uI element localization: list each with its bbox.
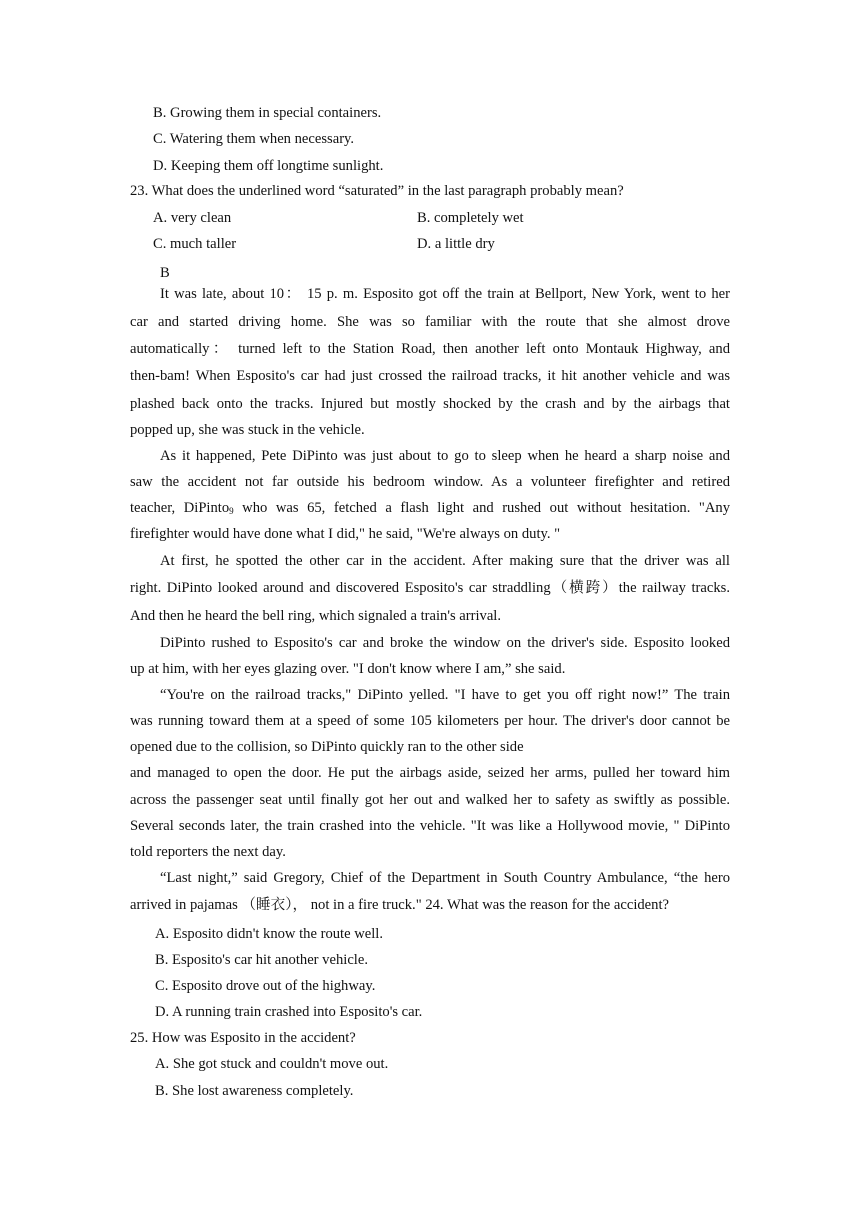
passage-line: It was late, about 10： 15 p. m. Esposito got off the train at Bellport, New York, went to her — [160, 286, 730, 302]
passage-line: then-bam! When Esposito's car had just crossed the railroad tracks, it hit another vehicle and was — [130, 368, 730, 384]
passage-line: DiPinto rushed to Esposito's car and broke the window on the driver's side. Esposito looked — [160, 635, 730, 651]
passage-line: across the passenger seat until finally got her out and walked her to safety as swiftly as possible. — [130, 792, 730, 808]
q23-option-a: A. very clean — [153, 210, 232, 226]
q24-option-a: A. Esposito didn't know the route well. — [155, 926, 383, 942]
passage-line: was running toward them at a speed of some 105 kilometers per hour. The driver's door cannot be — [130, 713, 730, 729]
q23-option-c: C. much taller — [153, 236, 237, 252]
passage-line: told reporters the next day. — [130, 844, 286, 860]
passage-line: saw the accident not far outside his bedroom window. As a volunteer firefighter and retired — [130, 474, 730, 490]
q23-question: 23. What does the underlined word “saturated” in the last paragraph probably mean? — [130, 183, 624, 199]
passage-line: up at him, with her eyes glazing over. "I don't know where I am,” she said. — [130, 661, 566, 677]
passage-line: As it happened, Pete DiPinto was just about to go to sleep when he heard a sharp noise and — [160, 448, 730, 464]
q22-option-c: C. Watering them when necessary. — [153, 131, 355, 147]
section-label: B — [160, 265, 170, 281]
passage-line: And then he heard the bell ring, which signaled a train's arrival. — [130, 608, 502, 624]
passage-line: opened due to the collision, so DiPinto quickly ran to the other side — [130, 739, 524, 755]
passage-line: arrived in pajamas （睡衣）， not in a fire truck." 24. What was the reason for the accident? — [130, 897, 669, 913]
q23-option-d: D. a little dry — [417, 236, 495, 252]
passage-line: firefighter would have done what I did," he said, "We're always on duty. " — [130, 526, 561, 542]
q25-option-a: A. She got stuck and couldn't move out. — [155, 1056, 389, 1072]
passage-line: car and started driving home. She was so familiar with the route that she almost drove — [130, 314, 730, 330]
passage-line: teacher, DiPinto$_9$ who was 65, fetched a flash light and rushed out without hesitation. "Any — [130, 500, 730, 516]
q24-option-c: C. Esposito drove out of the highway. — [155, 978, 376, 994]
q24-option-d: D. A running train crashed into Esposito's car. — [155, 1004, 423, 1020]
q25-question: 25. How was Esposito in the accident? — [130, 1030, 356, 1046]
q24-option-b: B. Esposito's car hit another vehicle. — [155, 952, 368, 968]
q22-option-b: B. Growing them in special containers. — [153, 105, 382, 121]
passage-line: “You're on the railroad tracks," DiPinto yelled. "I have to get you off right now!” The train — [160, 687, 730, 703]
passage-line: Several seconds later, the train crashed into the vehicle. "It was like a Hollywood movie, " DiPinto — [130, 818, 730, 834]
q23-option-b: B. completely wet — [417, 210, 524, 226]
q22-option-d: D. Keeping them off longtime sunlight. — [153, 158, 384, 174]
passage-line: right. DiPinto looked around and discovered Esposito's car straddling（横跨）the railway tracks. — [130, 580, 730, 596]
passage-line: and managed to open the door. He put the airbags aside, seized her arms, pulled her toward him — [130, 765, 730, 781]
passage-line: plashed back onto the tracks. Injured but mostly shocked by the crash and by the airbags that — [130, 396, 730, 412]
passage-line: automatically： turned left to the Station Road, then another left onto Montauk Highway, and — [130, 341, 730, 357]
q25-option-b: B. She lost awareness completely. — [155, 1083, 354, 1099]
passage-line: At first, he spotted the other car in the accident. After making sure that the driver was all — [160, 553, 730, 569]
passage-line: “Last night,” said Gregory, Chief of the Department in South Country Ambulance, “the hero — [160, 870, 730, 886]
passage-line: popped up, she was stuck in the vehicle. — [130, 422, 365, 438]
